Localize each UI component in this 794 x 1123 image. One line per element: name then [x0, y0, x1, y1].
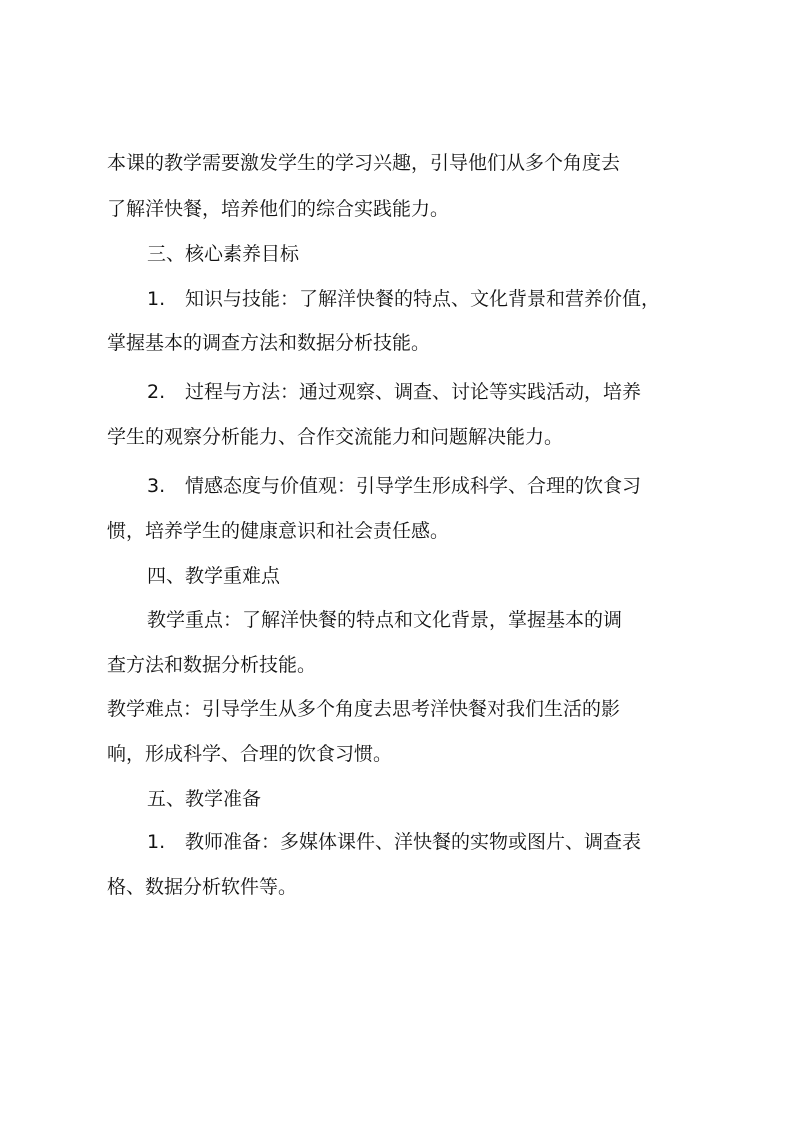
- preparation-1-line-2: 格、数据分析软件等。: [107, 876, 298, 898]
- preparation-1-text: 教师准备：多媒体课件、洋快餐的实物或图片、调查表: [185, 831, 642, 853]
- intro-line-2: 了解洋快餐，培养他们的综合实践能力。: [107, 198, 450, 220]
- objective-3-line-2: 惯，培养学生的健康意识和社会责任感。: [107, 520, 450, 542]
- objective-2-line-2: 学生的观察分析能力、合作交流能力和问题解决能力。: [107, 426, 564, 448]
- teaching-key-line-1: 教学重点：了解洋快餐的特点和文化背景，掌握基本的调: [147, 609, 623, 631]
- objective-1-line-1: [147, 287, 660, 311]
- objective-1-text: 知识与技能：了解洋快餐的特点、文化背景和营养价值，: [185, 288, 661, 310]
- teaching-key-line-2: 查方法和数据分析技能。: [107, 654, 317, 676]
- teaching-difficulty-line-2: 响，形成科学、合理的饮食习惯。: [107, 743, 393, 765]
- intro-line-1: 本课的教学需要激发学生的学习兴趣，引导他们从多个角度去: [107, 152, 621, 174]
- objective-1-number: 1.: [147, 288, 166, 310]
- objective-1-line-2: 掌握基本的调查方法和数据分析技能。: [107, 332, 431, 354]
- preparation-1-line-1: [147, 830, 641, 854]
- section-heading-objectives: 三、核心素养目标: [147, 243, 300, 265]
- objective-3-text: 情感态度与价值观：引导学生形成科学、合理的饮食习: [185, 475, 642, 497]
- objective-2-line-1: [147, 380, 641, 404]
- preparation-1-number: 1.: [147, 831, 166, 853]
- objective-3-number: 3.: [147, 475, 166, 497]
- section-heading-key-difficulties: 四、教学重难点: [147, 565, 281, 587]
- section-heading-preparation: 五、教学准备: [147, 788, 262, 810]
- objective-2-number: 2.: [147, 381, 166, 403]
- teaching-difficulty-line-1: 教学难点：引导学生从多个角度去思考洋快餐对我们生活的影: [107, 698, 621, 720]
- objective-2-text: 过程与方法：通过观察、调查、讨论等实践活动，培养: [185, 381, 642, 403]
- objective-3-line-1: [147, 474, 641, 498]
